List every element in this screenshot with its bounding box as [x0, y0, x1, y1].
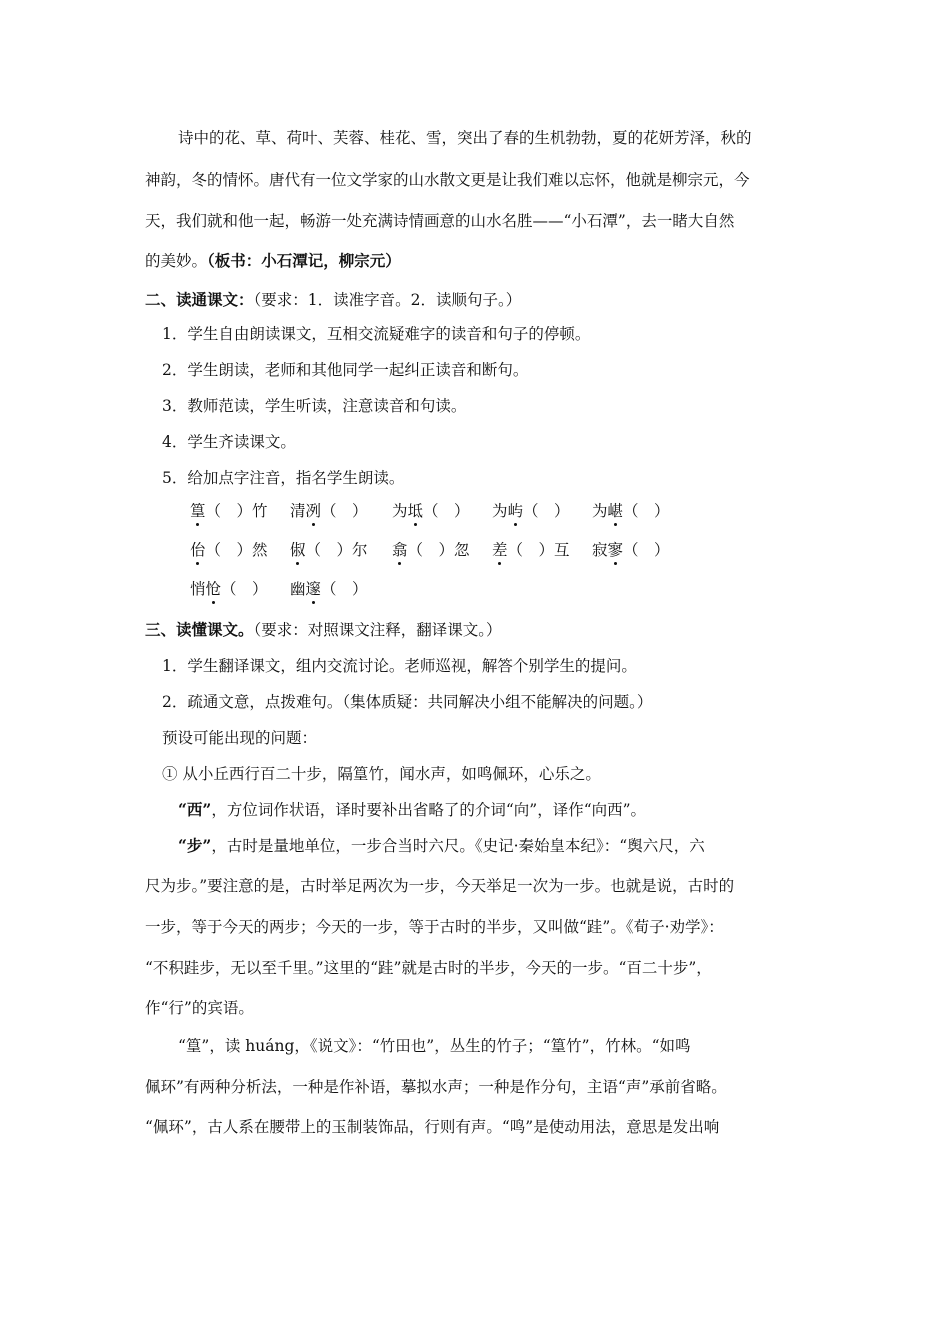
exercise-item: 幽邃（ ） [290, 580, 368, 598]
exercise-item: 悄怆（ ） [190, 580, 268, 598]
dotted-char: 怆 [205, 580, 222, 598]
intro-line-4 [145, 251, 401, 271]
exercise-item: 为嵁（ ） [592, 502, 670, 520]
section-2-requirement: （要求：1．读准字音。2．读顺句子。） [253, 291, 522, 309]
note-huang-line-3: “佩环”，古人系在腰带上的玉制装饰品，行则有声。“鸣”是使动用法，意思是发出响 [145, 1118, 720, 1136]
section-2-item-1: 1．学生自由朗读课文，互相交流疑难字的读音和句子的停顿。 [162, 325, 591, 343]
dotted-char: 坻 [407, 502, 424, 520]
blackboard-note: （板书：小石潭记，柳宗元） [207, 251, 401, 270]
exercise-item: 寂寥（ ） [592, 541, 670, 559]
exercise-item: 篁（ ）竹 [190, 502, 268, 520]
exercise-item: 佁（ ）然 [190, 541, 268, 559]
exercise-item: 俶（ ）尔 [290, 541, 368, 559]
exercise-item: 差（ ）互 [492, 541, 570, 559]
exercise-item: 为坻（ ） [392, 502, 470, 520]
dotted-char: 俶 [290, 541, 306, 559]
section-3-requirement: （要求：对照课文注释，翻译课文。） [253, 621, 502, 639]
dotted-char: 邃 [305, 580, 322, 598]
note-bu-text: ，古时是量地单位，一步合当时六尺。《史记·秦始皇本纪》：“舆六尺，六 [211, 837, 705, 855]
section-2-item-3: 3．教师范读，学生听读，注意读音和句读。 [162, 397, 467, 415]
note-huang-line-2: 佩环”有两种分析法，一种是作补语，摹拟水声；一种是作分句，主语“声”承前省略。 [145, 1078, 727, 1096]
dotted-char: 冽 [305, 502, 322, 520]
dotted-char: 寥 [607, 541, 624, 559]
section-2-heading [145, 290, 521, 310]
note-bu [178, 836, 705, 856]
exercise-item: 清冽（ ） [290, 502, 368, 520]
question-1: ① 从小丘西行百二十步，隔篁竹，闻水声，如鸣佩环，心乐之。 [162, 765, 601, 783]
intro-line-4-text: 的美妙。 [145, 252, 208, 270]
exercise-item: 翕（ ）忽 [392, 541, 470, 559]
section-3-item-2: 2．疏通文意，点拨难句。（集体质疑：共同解决小组不能解决的问题。） [162, 693, 653, 711]
section-3-title: 三、读懂课文。 [145, 620, 254, 639]
dotted-char: 差 [492, 541, 508, 559]
preset-questions-label: 预设可能出现的问题： [162, 729, 318, 747]
section-3-heading [145, 620, 502, 640]
dotted-char: 嵁 [607, 502, 624, 520]
intro-line-1: 诗中的花、草、荷叶、芙蓉、桂花、雪，突出了春的生机勃勃，夏的花妍芳泽，秋的 [178, 129, 752, 147]
note-huang-line-1: “篁”，读 huáng，《说文》：“竹田也”，丛生的竹子；“篁竹”，竹林。“如鸣 [178, 1037, 691, 1055]
note-bu-line-4: “不积跬步，无以至千里。”这里的“跬”就是古时的半步，今天的一步。“百二十步”， [145, 959, 712, 977]
note-bu-line-3: 一步，等于今天的两步；今天的一步，等于古时的半步，又叫做“跬”。《荀子·劝学》： [145, 918, 724, 936]
dotted-char: 佁 [190, 541, 206, 559]
section-3-item-1: 1．学生翻译课文，组内交流讨论。老师巡视，解答个别学生的提问。 [162, 657, 637, 675]
note-xi-text: ，方位词作状语，译时要补出省略了的介词“向”，译作“向西”。 [211, 801, 647, 819]
section-2-item-5: 5．给加点字注音，指名学生朗读。 [162, 469, 405, 487]
note-bu-term: “步” [178, 836, 212, 855]
note-xi-term: “西” [178, 800, 212, 819]
section-2-item-4: 4．学生齐读课文。 [162, 433, 296, 451]
intro-line-3: 天，我们就和他一起，畅游一处充满诗情画意的山水名胜——“小石潭”，去一睹大自然 [145, 212, 735, 230]
dotted-char: 篁 [190, 502, 206, 520]
dotted-char: 翕 [392, 541, 408, 559]
intro-line-2: 神韵，冬的情怀。唐代有一位文学家的山水散文更是让我们难以忘怀，他就是柳宗元，今 [145, 171, 750, 189]
note-bu-line-2: 尺为步。”要注意的是，古时举足两次为一步，今天举足一次为一步。也就是说，古时的 [145, 877, 735, 895]
dotted-char: 屿 [507, 502, 524, 520]
exercise-item: 为屿（ ） [492, 502, 570, 520]
note-xi [178, 800, 646, 820]
note-bu-line-5: 作“行”的宾语。 [145, 999, 254, 1017]
section-2-title: 二、读通课文： [145, 290, 254, 309]
section-2-item-2: 2．学生朗读，老师和其他同学一起纠正读音和断句。 [162, 361, 529, 379]
